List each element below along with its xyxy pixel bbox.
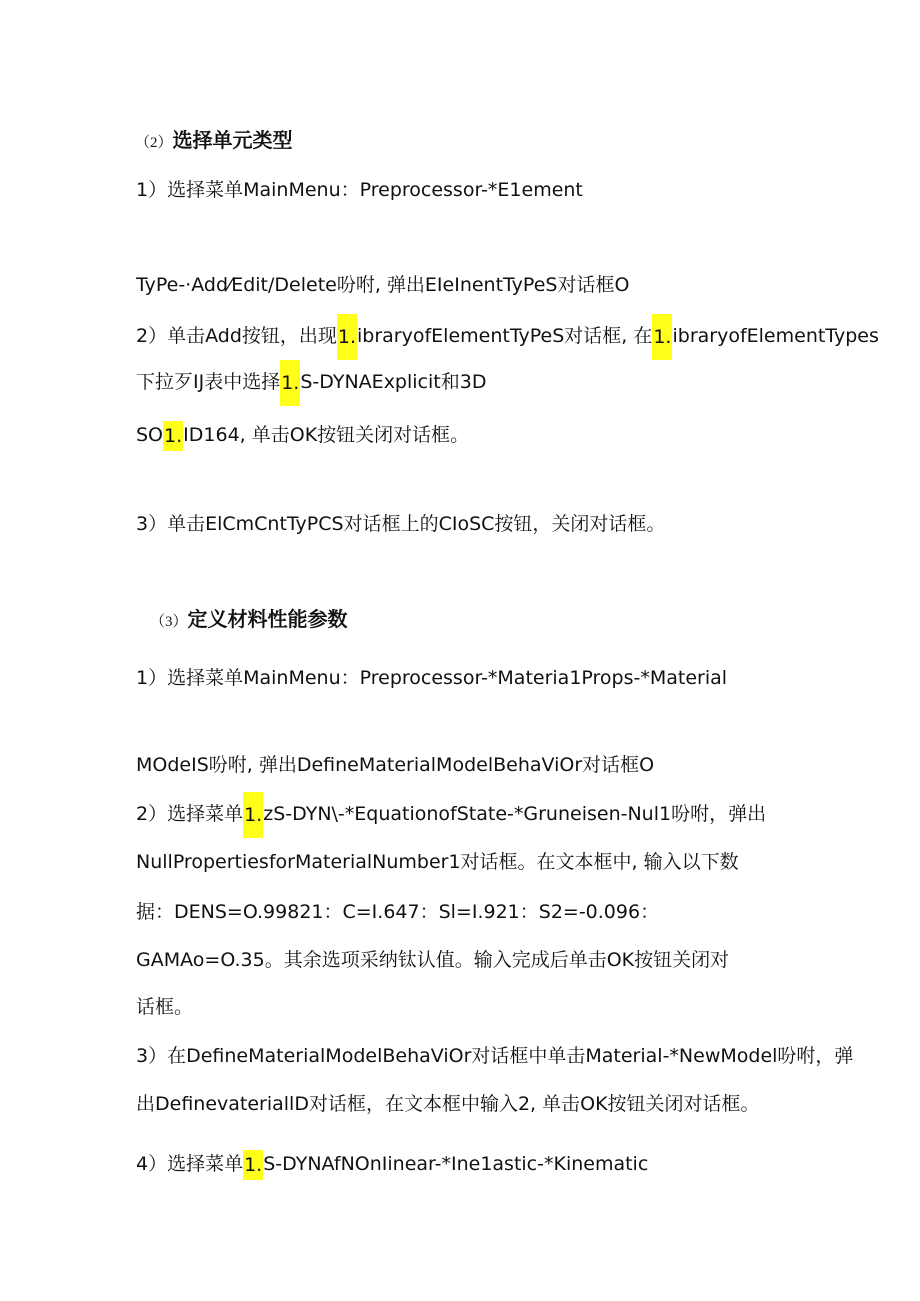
section-3-line-7: 话框。 bbox=[136, 996, 194, 1018]
section-2-line-1: 1）选择菜单MainMenu：Preprocessor-*E1ement bbox=[136, 179, 583, 201]
section-3-line-5: 据：DENS=O.99821：C=I.647：Sl=I.921：S2=-0.096： bbox=[136, 901, 660, 923]
text-span: ID164, 单击OK按钮关闭对话框。 bbox=[183, 424, 470, 446]
section-3-line-10 bbox=[136, 1141, 648, 1187]
section-2-line-3 bbox=[136, 313, 879, 360]
section-2-line-2: TyPe-·Add⁄Edit/Delete吩咐, 弹出EIeInentTyPeS对话框O bbox=[136, 274, 630, 296]
highlight-mark: 1. bbox=[163, 421, 183, 451]
highlight-mark: 1. bbox=[652, 314, 672, 360]
text-span: S-DYNAExplicit和3D bbox=[300, 371, 487, 393]
text-span: 4）选择菜单 bbox=[136, 1153, 244, 1175]
text-span: 下拉歹IJ表中选择 bbox=[136, 371, 281, 393]
section-2-line-5 bbox=[136, 420, 469, 451]
section-3-number: （3） bbox=[150, 614, 188, 630]
section-3-line-1: 1）选择菜单MainMenu：Preprocessor-*Materia1Props-*Material bbox=[136, 667, 728, 689]
text-span: ibraryofElementTypes bbox=[672, 325, 879, 347]
section-2-title: 选择单元类型 bbox=[172, 128, 293, 152]
section-3-line-8: 3）在DefineMaterialModelBehaViOr对话框中单击Material-*NewModel吩咐，弹 bbox=[136, 1045, 854, 1067]
section-3-line-9: 出DefinevateriallD对话框，在文本框中输入2, 单击OK按钮关闭对话框。 bbox=[136, 1093, 760, 1115]
text-span: S-DYNAfNOnIinear-*Ine1astic-*Kinematic bbox=[263, 1153, 649, 1175]
text-span: 2）单击Add按钮，出现 bbox=[136, 325, 337, 347]
highlight-mark: 1. bbox=[243, 792, 263, 838]
section-3-line-6: GAMAo=O.35。其余选项采纳钛认值。输入完成后单击OK按钮关闭对 bbox=[136, 949, 730, 971]
highlight-mark: 1. bbox=[243, 1150, 263, 1180]
text-span: ibraryofElementTyPeS对话框, 在 bbox=[357, 325, 653, 347]
section-3-title: 定义材料性能参数 bbox=[187, 607, 348, 631]
section-2-number: （2） bbox=[135, 135, 173, 151]
section-2-heading bbox=[135, 129, 293, 154]
text-span: zS-DYN\-*EquationofState-*Gruneisen-Nul1吩咐，弹出 bbox=[263, 803, 767, 825]
text-span: SO bbox=[136, 424, 164, 446]
section-2-line-6: 3）单击ElCmCntTyPCS对话框上的CIoSC按钮，关闭对话框。 bbox=[136, 513, 666, 535]
section-3-heading bbox=[150, 608, 348, 633]
highlight-mark: 1. bbox=[337, 314, 357, 360]
text-span: 2）选择菜单 bbox=[136, 803, 244, 825]
section-3-line-4: NullPropertiesforMaterialNumber1对话框。在文本框中, 输入以下数 bbox=[136, 851, 739, 873]
highlight-mark: 1. bbox=[280, 360, 300, 406]
section-2-line-4 bbox=[136, 359, 486, 406]
section-3-line-3 bbox=[136, 791, 766, 838]
section-3-line-2: MOdeIS吩咐, 弹出DefineMaterialModelBehaViOr对话框O bbox=[136, 754, 655, 776]
